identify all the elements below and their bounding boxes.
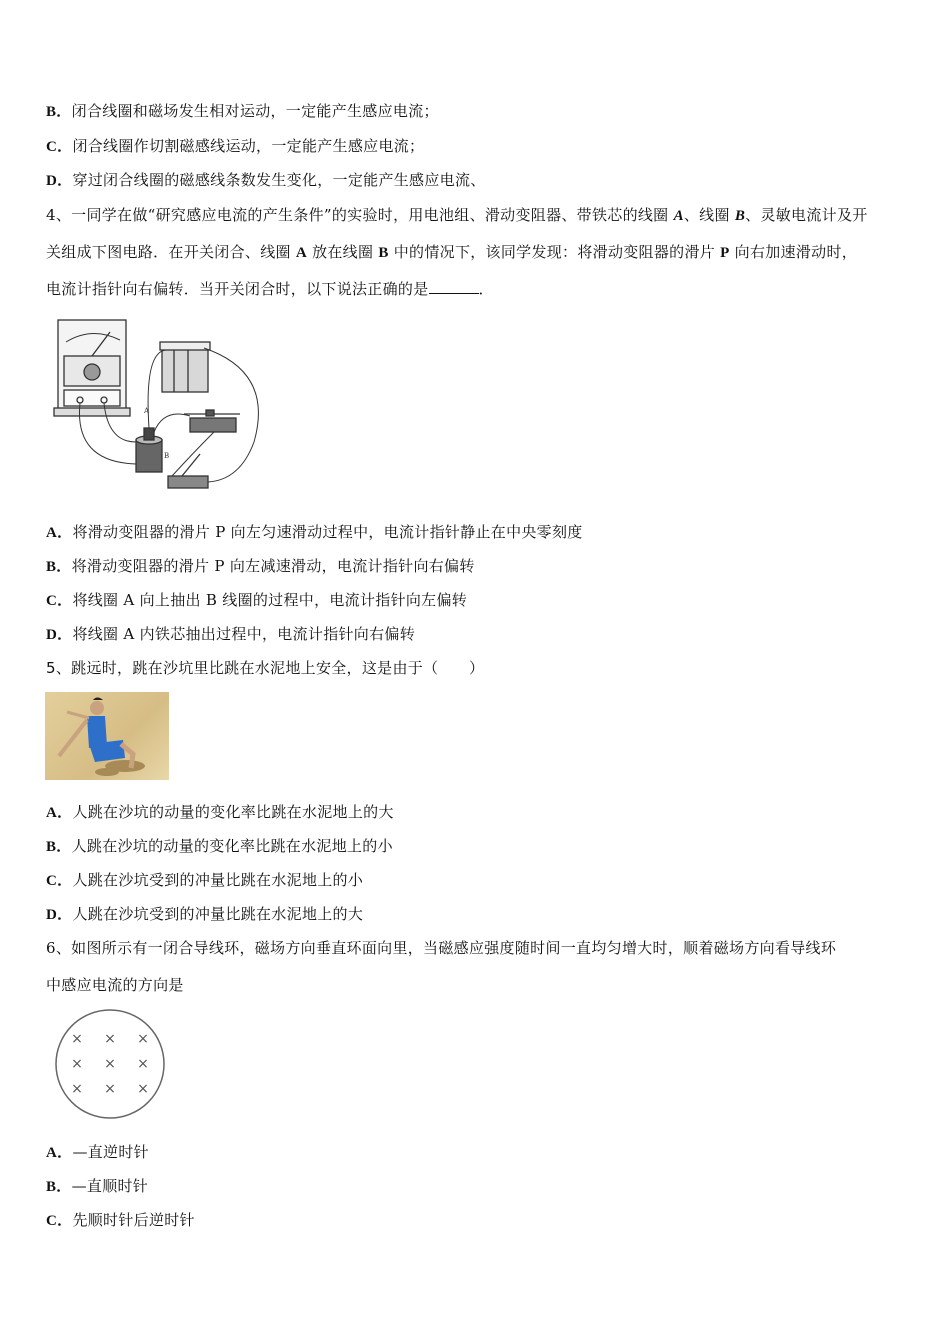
svg-text:B: B	[164, 452, 170, 460]
q4-stem-line1: 4、一同学在做“研究感应电流的产生条件”的实验时，用电池组、滑动变阻器、带铁芯的线圈 A、线圈 B、灵敏电流计及开	[46, 206, 868, 224]
q6-stem-line1: 6、如图所示有一闭合导线环，磁场方向垂直环面向里，当磁感应强度随时间一直均匀增大时，顺着磁场方向看导线环	[46, 939, 837, 957]
svg-text:×: ×	[71, 1056, 83, 1072]
answer-blank[interactable]	[429, 279, 479, 294]
q6-stem-line2: 中感应电流的方向是	[46, 976, 184, 994]
svg-text:×: ×	[137, 1056, 149, 1072]
svg-text:×: ×	[104, 1031, 116, 1047]
q5-option-d: D．人跳在沙坑受到的冲量比跳在水泥地上的大	[46, 905, 364, 923]
svg-text:A: A	[144, 407, 150, 415]
q4-option-a: A．将滑动变阻器的滑片 P 向左匀速滑动过程中，电流计指针静止在中央零刻度	[46, 523, 583, 541]
q6-option-c: C．先顺时针后逆时针	[46, 1211, 195, 1229]
magnetic-field-loop-diagram	[52, 1008, 168, 1120]
q5-option-a: A．人跳在沙坑的动量的变化率比跳在水泥地上的大	[46, 803, 394, 821]
q6-option-a: A．—直逆时针	[46, 1143, 149, 1161]
q3-option-b: B．闭合线圈和磁场发生相对运动，一定能产生感应电流；	[46, 102, 439, 120]
q4-option-d: D．将线圈 A 内铁芯抽出过程中，电流计指针向右偏转	[46, 625, 416, 643]
q4-option-b: B．将滑动变阻器的滑片 P 向左减速滑动，电流计指针向右偏转	[46, 557, 475, 575]
q5-stem: 5、跳远时，跳在沙坑里比跳在水泥地上安全，这是由于（ ）	[46, 659, 485, 677]
long-jump-photo	[45, 692, 169, 780]
svg-text:×: ×	[137, 1081, 149, 1097]
svg-text:×: ×	[104, 1056, 116, 1072]
q4-stem-line2: 关组成下图电路．在开关闭合、线圈 A 放在线圈 B 中的情况下，该同学发现：将滑动变阻器的滑片 P 向右加速滑动时，	[46, 243, 858, 261]
q5-option-c: C．人跳在沙坑受到的冲量比跳在水泥地上的小	[46, 871, 364, 889]
svg-text:×: ×	[104, 1081, 116, 1097]
svg-text:×: ×	[71, 1031, 83, 1047]
svg-text:×: ×	[137, 1031, 149, 1047]
q3-option-d: D．穿过闭合线圈的磁感线条数发生变化，一定能产生感应电流、	[46, 171, 486, 189]
circuit-diagram	[44, 312, 274, 494]
q4-option-c: C．将线圈 A 向上抽出 B 线圈的过程中，电流计指针向左偏转	[46, 591, 468, 609]
q4-stem-line3: 电流计指针向右偏转．当开关闭合时，以下说法正确的是 ．	[46, 280, 494, 298]
q3-option-c: C．闭合线圈作切割磁感线运动，一定能产生感应电流；	[46, 137, 425, 155]
q5-option-b: B．人跳在沙坑的动量的变化率比跳在水泥地上的小	[46, 837, 393, 855]
svg-text:×: ×	[71, 1081, 83, 1097]
q6-option-b: B．—直顺时针	[46, 1177, 149, 1195]
